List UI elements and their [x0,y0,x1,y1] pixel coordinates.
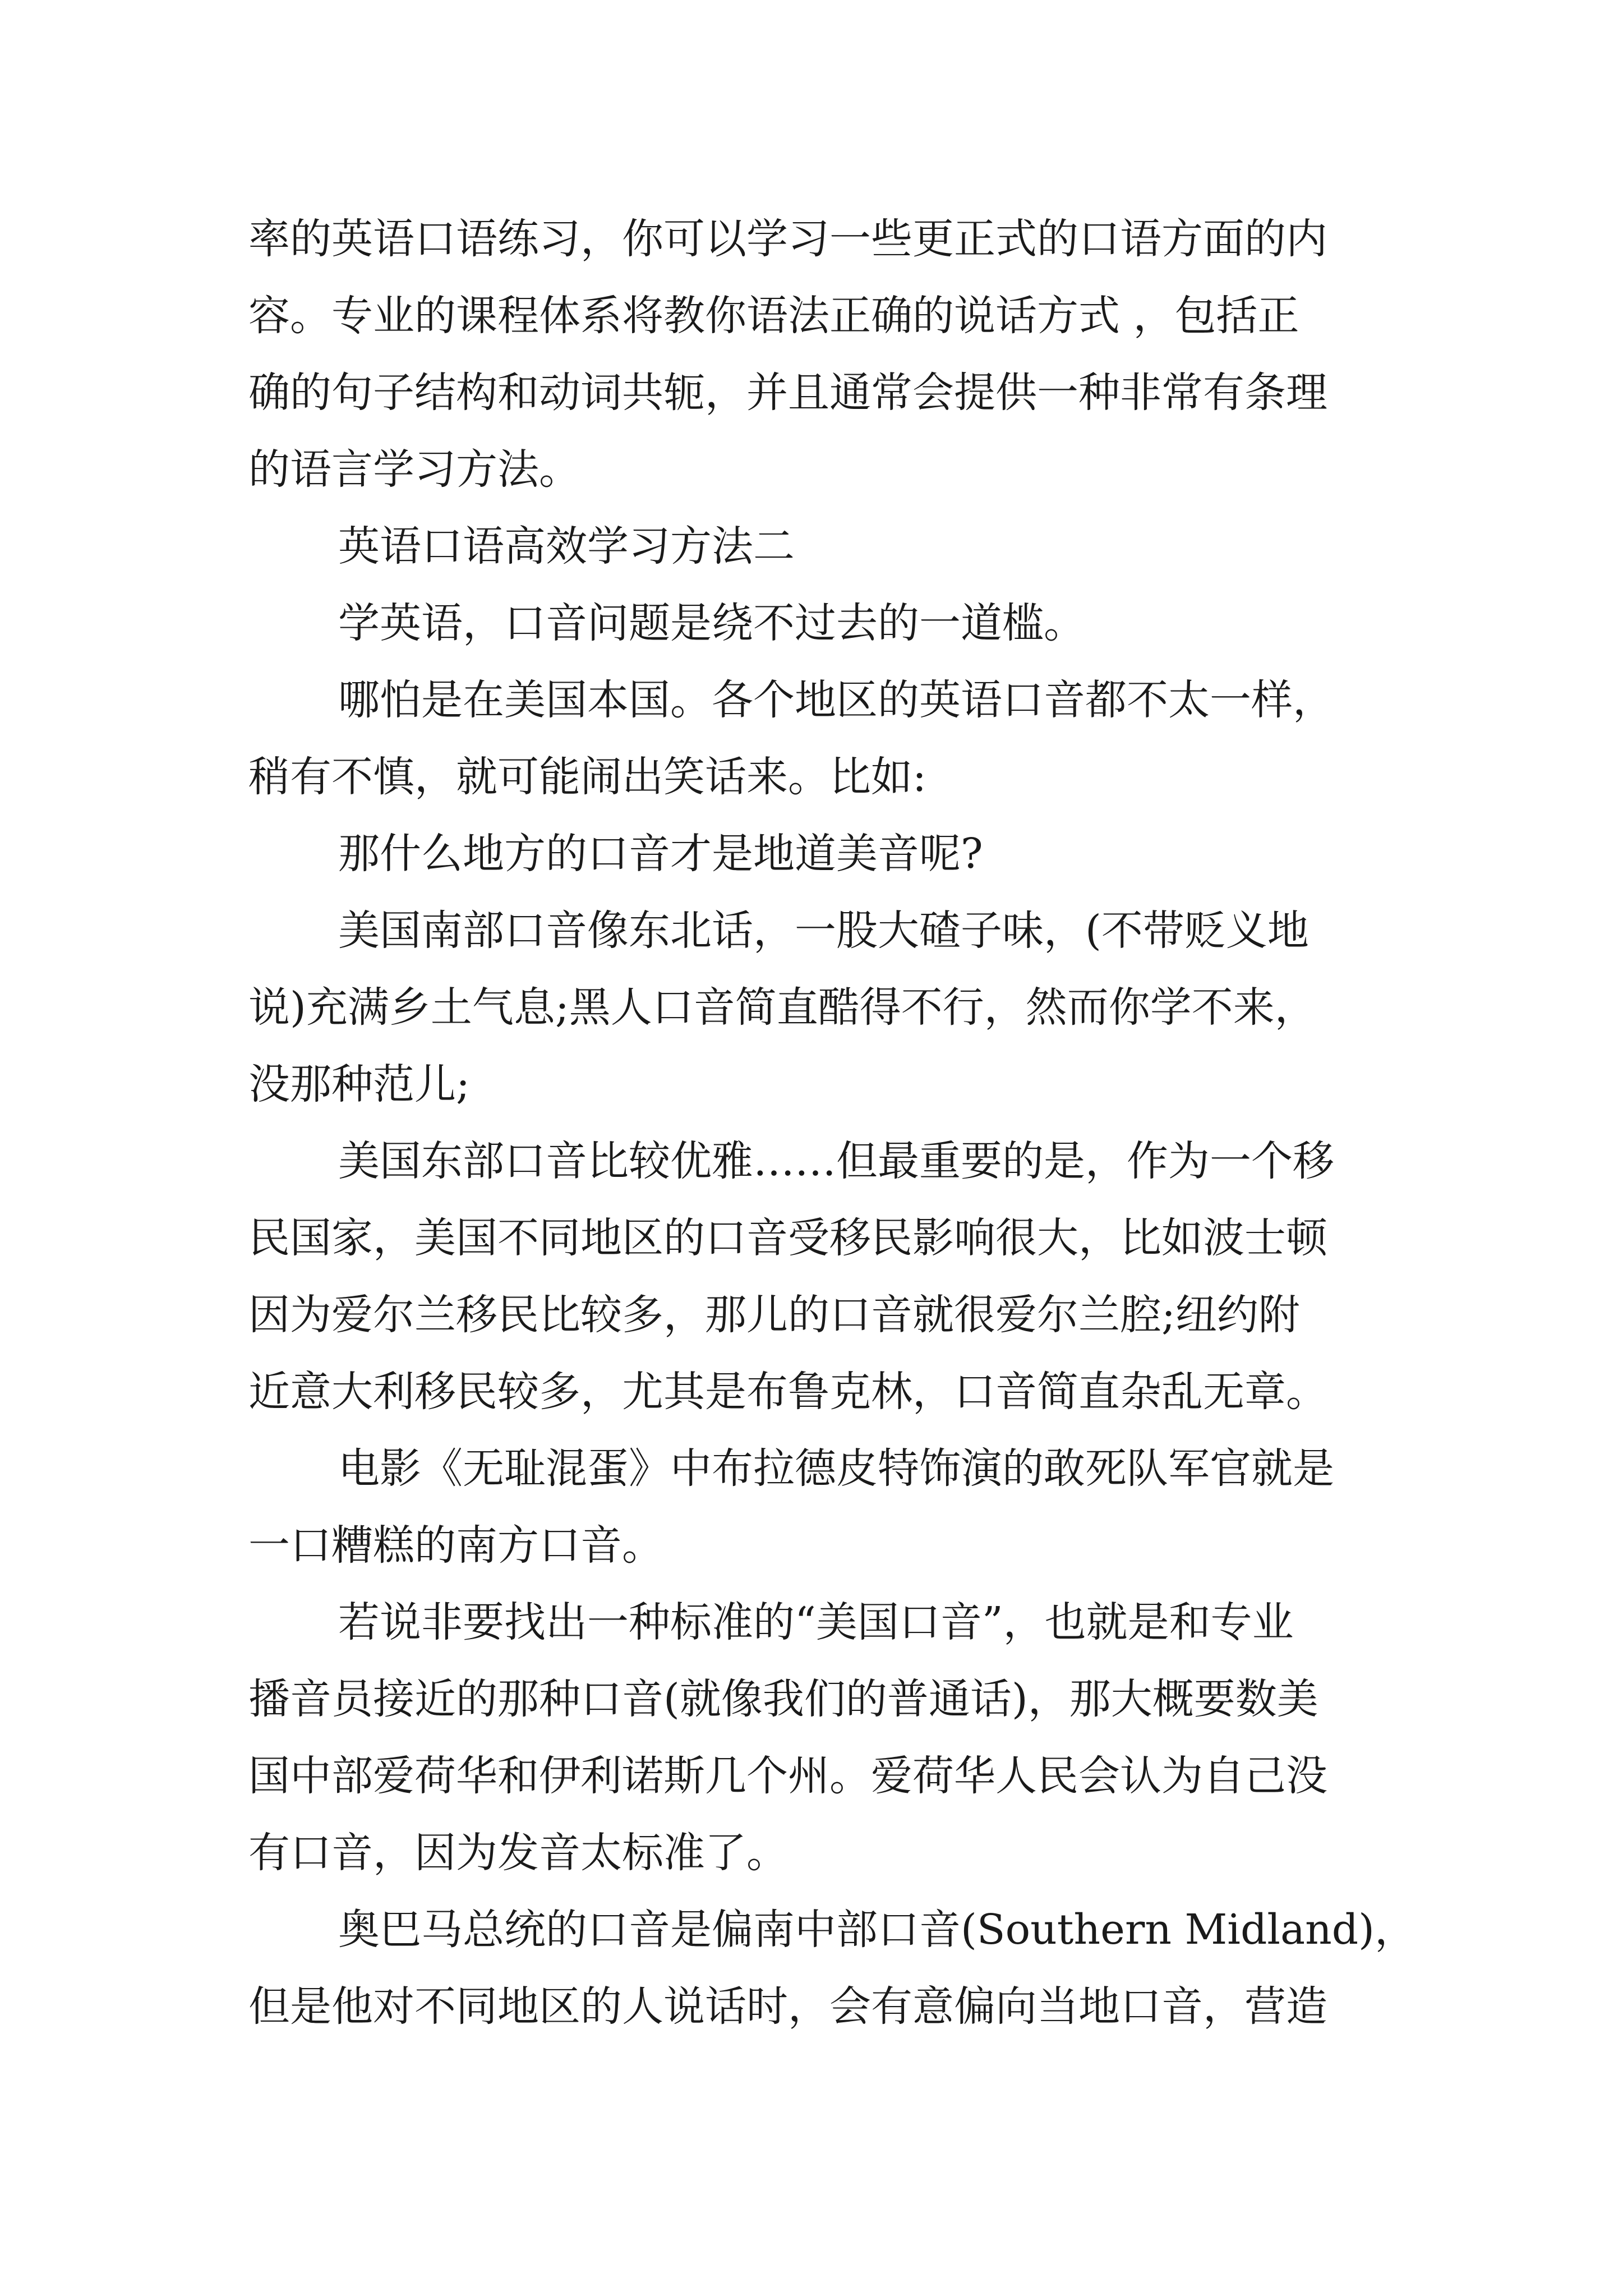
text-line: 播音员接近的那种口音(就像我们的普通话)，那大概要数美 [248,1675,1318,1723]
paragraph-first-line: 美国东部口音比较优雅……但最重要的是，作为一个移 [338,1137,1334,1185]
text-line: 民国家，美国不同地区的口音受移民影响很大，比如波士顿 [248,1214,1327,1262]
paragraph-first-line: 学英语，口音问题是绕不过去的一道槛。 [338,599,1085,647]
text-line: 说)充满乡土气息;黑人口音简直酷得不行，然而你学不来， [248,983,1316,1032]
paragraph-first-line: 美国南部口音像东北话，一股大碴子味，(不带贬义地 [338,907,1309,955]
paragraph-first-line: 哪怕是在美国本国。各个地区的英语口音都不太一样， [338,676,1334,724]
text-line: 稍有不慎，就可能闹出笑话来。比如: [248,753,926,801]
text-line: 没那种范儿; [248,1060,470,1108]
paragraph-first-line: 奥巴马总统的口音是偏南中部口音(Southern Midland)， [338,1906,1417,1954]
text-line: 容。专业的课程体系将教你语法正确的说话方式 ，包括正 [248,292,1299,340]
text-line: 因为爱尔兰移民比较多，那儿的口音就很爱尔兰腔;纽约附 [248,1291,1300,1339]
section-heading: 英语口语高效学习方法二 [338,522,795,570]
text-line: 但是他对不同地区的人说话时，会有意偏向当地口音，营造 [248,1982,1327,2031]
paragraph-first-line: 电影《无耻混蛋》中布拉德皮特饰演的敢死队军官就是 [338,1444,1334,1493]
text-line: 的语言学习方法。 [248,445,580,494]
text-line: 有口音，因为发音太标准了。 [248,1829,788,1877]
text-line: 确的句子结构和动词共轭，并且通常会提供一种非常有条理 [248,369,1327,417]
paragraph-first-line: 若说非要找出一种标准的“美国口音”，也就是和专业 [338,1598,1294,1646]
text-line: 一口糟糕的南方口音。 [248,1521,663,1570]
paragraph-first-line: 那什么地方的口音才是地道美音呢? [338,830,983,878]
text-line: 率的英语口语练习，你可以学习一些更正式的口语方面的内 [248,215,1327,263]
text-line: 国中部爱荷华和伊利诺斯几个州。爱荷华人民会认为自己没 [248,1752,1327,1800]
text-line: 近意大利移民较多，尤其是布鲁克林，口音简直杂乱无章。 [248,1368,1327,1416]
